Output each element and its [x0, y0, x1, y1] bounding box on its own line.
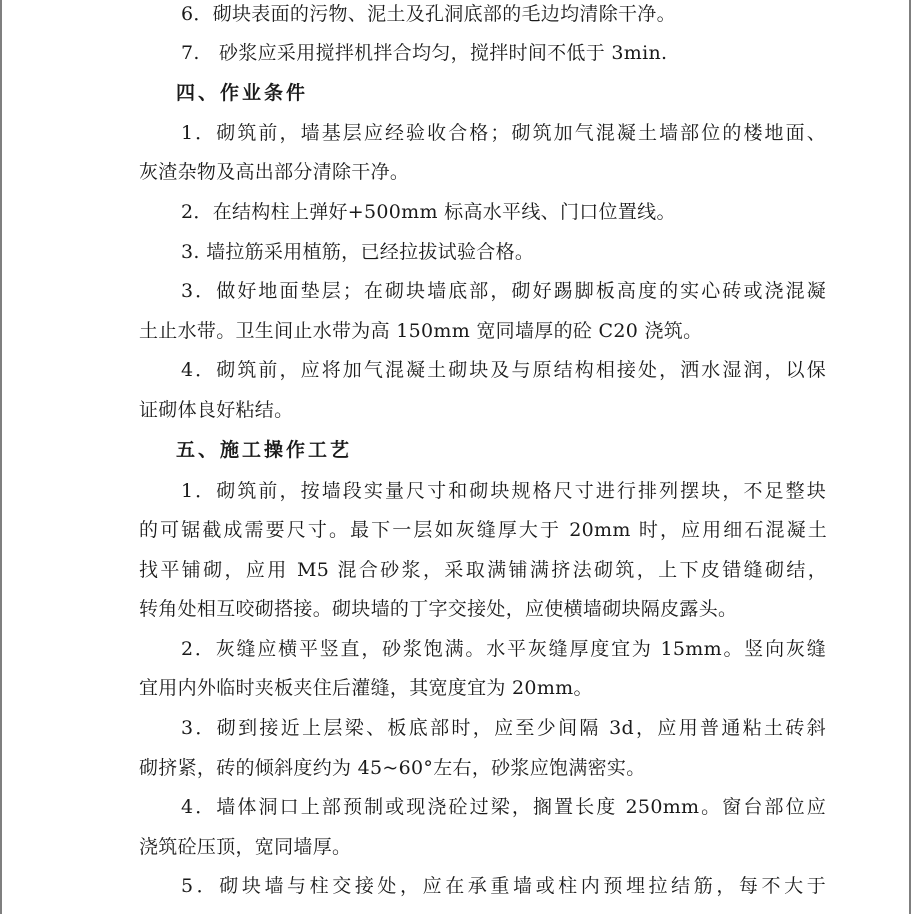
- paragraph-line: 灰渣杂物及高出部分清除干净。: [139, 161, 410, 183]
- paragraph-line: 转角处相互咬砌搭接。砌块墙的丁字交接处，应使横墙砌块隔皮露头。: [139, 598, 738, 620]
- paragraph-line: 7. 砂浆应采用搅拌机拌合均匀，搅拌时间不低于 3min.: [181, 42, 668, 64]
- paragraph-line: 证砌体良好粘结。: [139, 399, 294, 421]
- paragraph-line: 找平铺砌，应用 M5 混合砂浆，采取满铺满挤法砌筑，上下皮错缝砌结，: [139, 559, 827, 581]
- paragraph-line: 2．在结构柱上弹好+500mm 标高水平线、门口位置线。: [181, 201, 676, 223]
- paragraph-line: 3．做好地面垫层；在砌块墙底部，砌好踢脚板高度的实心砖或浇混凝: [181, 280, 826, 302]
- section-heading-work-conditions: 四、作业条件: [176, 82, 309, 104]
- paragraph-line: 砌挤紧，砖的倾斜度约为 45~60°左右，砂浆应饱满密实。: [139, 757, 646, 779]
- paragraph-line: 浇筑砼压顶，宽同墙厚。: [139, 836, 352, 858]
- paragraph-line: 2．灰缝应横平竖直，砂浆饱满。水平灰缝厚度宜为 15mm。竖向灰缝: [181, 638, 826, 660]
- section-heading-construction-process: 五、施工操作工艺: [176, 439, 353, 461]
- paragraph-line: 1．砌筑前，墙基层应经验收合格；砌筑加气混凝土墙部位的楼地面、: [181, 122, 826, 144]
- paragraph-line: 4．墙体洞口上部预制或现浇砼过梁，搁置长度 250mm。窗台部位应: [181, 796, 826, 818]
- paragraph-line: 宜用内外临时夹板夹住后灌缝，其宽度宜为 20mm。: [139, 677, 593, 699]
- paragraph-line: 5．砌块墙与柱交接处，应在承重墙或柱内预埋拉结筋，每不大于: [181, 875, 826, 897]
- paragraph-line: 土止水带。卫生间止水带为高 150mm 宽同墙厚的砼 C20 浇筑。: [139, 320, 703, 342]
- paragraph-line: 3. 墙拉筋采用植筋，已经拉拔试验合格。: [181, 241, 535, 263]
- paragraph-line: 3．砌到接近上层梁、板底部时，应至少间隔 3d，应用普通粘土砖斜: [181, 717, 826, 739]
- page-left-border: [0, 0, 2, 914]
- paragraph-line: 4．砌筑前，应将加气混凝土砌块及与原结构相接处，洒水湿润，以保: [181, 359, 826, 381]
- paragraph-line: 6．砌块表面的污物、泥土及孔洞底部的毛边均清除干净。: [181, 3, 676, 25]
- paragraph-line: 1．砌筑前，按墙段实量尺寸和砌块规格尺寸进行排列摆块，不足整块: [181, 480, 826, 502]
- paragraph-line: 的可锯截成需要尺寸。最下一层如灰缝厚大于 20mm 时，应用细石混凝土: [139, 519, 827, 541]
